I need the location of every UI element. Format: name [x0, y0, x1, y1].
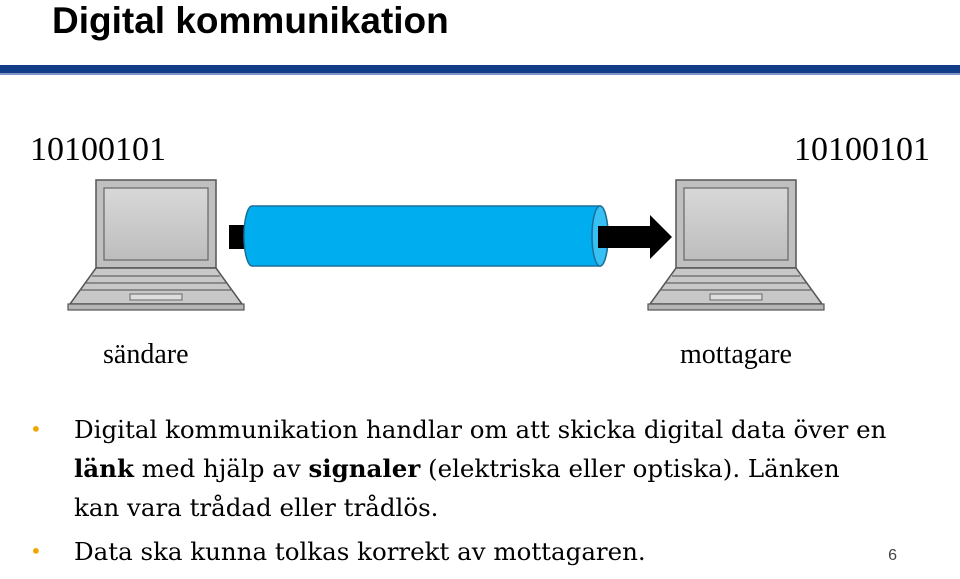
receiver-laptop-icon: [648, 180, 824, 310]
text-run: (elektriska eller optiska). Länken kan vara trådad eller trådlös.: [74, 454, 840, 522]
bold-term-link: länk: [74, 454, 134, 483]
title-rule-highlight: [0, 73, 960, 75]
text-run: med hjälp av: [133, 454, 309, 483]
sender-label: sändare: [103, 339, 189, 370]
bullet-list: [30, 410, 890, 571]
receiver-label: mottagare: [680, 339, 792, 370]
communication-diagram: [0, 170, 960, 320]
receiver-bits: 10100101: [794, 131, 930, 168]
connector-plug: [229, 225, 245, 249]
text-run: Digital kommunikation handlar om att skicka digital data över en: [74, 415, 887, 444]
title-rule: [0, 65, 960, 73]
bullet-dot-icon: •: [30, 417, 42, 441]
sender-laptop-icon: [68, 180, 244, 310]
bullet-item: [30, 410, 890, 527]
bullet-text: Data ska kunna tolkas korrekt av mottagaren.: [74, 537, 646, 566]
link-cable: [244, 206, 608, 266]
bullet-dot-icon: •: [30, 539, 42, 563]
sender-bits: 10100101: [30, 131, 166, 168]
bullet-text: [74, 415, 886, 522]
slide-title: Digital kommunikation: [52, 0, 449, 41]
bold-term-signals: signaler: [308, 454, 421, 483]
page-number: 6: [888, 547, 897, 564]
bullet-item: [30, 532, 890, 571]
arrow-right-icon: [598, 215, 672, 259]
